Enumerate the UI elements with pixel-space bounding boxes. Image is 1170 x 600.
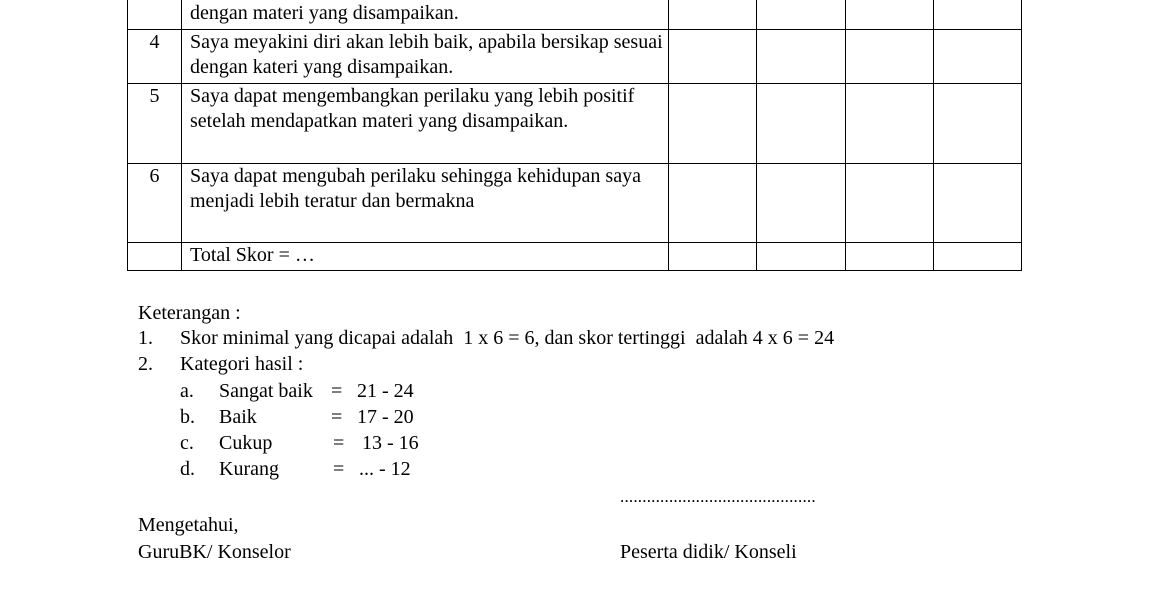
signature-date-line: ............................................ [620,487,816,506]
table-row [128,164,1022,243]
category-letter: d. [180,458,195,480]
keterangan-item-1-number: 1. [138,327,153,349]
category-label: Sangat baik [219,380,313,402]
table-row [128,0,1022,30]
score-cell[interactable] [757,30,846,84]
keterangan-item-2-text: Kategori hasil : [180,353,304,375]
statement-text: Saya dapat mengubah perilaku sehingga kehidupan saya menjadi lebih teratur dan bermakna [182,164,669,243]
score-cell[interactable] [757,0,846,30]
category-equals: = [331,380,343,402]
category-equals: = [333,432,345,454]
score-cell[interactable] [934,164,1022,243]
statement-text: dengan materi yang disampaikan. [182,0,669,30]
score-cell[interactable] [757,164,846,243]
questionnaire-table [127,0,1022,271]
mengetahui-label: Mengetahui, [138,514,239,536]
score-cell[interactable] [846,243,934,271]
category-equals: = [333,458,345,480]
score-cell[interactable] [757,243,846,271]
table-row [128,30,1022,84]
row-number: 6 [128,164,182,243]
category-letter: c. [180,432,194,454]
score-cell[interactable] [846,0,934,30]
row-number: 4 [128,30,182,84]
score-cell[interactable] [846,164,934,243]
score-cell[interactable] [934,0,1022,30]
score-cell[interactable] [934,84,1022,164]
category-equals: = [331,406,343,428]
row-number: 5 [128,84,182,164]
total-score-label: Total Skor = … [182,243,669,271]
peserta-didik-label: Peserta didik/ Konseli [620,541,797,563]
keterangan-heading: Keterangan : [138,302,241,324]
row-number [128,243,182,271]
keterangan-item-2-number: 2. [138,353,153,375]
score-cell[interactable] [934,243,1022,271]
score-cell[interactable] [757,84,846,164]
category-range: 21 - 24 [357,380,414,402]
score-cell[interactable] [846,84,934,164]
score-cell[interactable] [669,243,757,271]
category-letter: b. [180,406,195,428]
guru-bk-label: GuruBK/ Konselor [138,541,291,563]
statement-text: Saya meyakini diri akan lebih baik, apabila bersikap sesuai dengan kateri yang disampaikan. [182,30,669,84]
category-label: Baik [219,406,257,428]
score-cell[interactable] [669,30,757,84]
row-number [128,0,182,30]
score-cell[interactable] [934,30,1022,84]
statement-text: Saya dapat mengembangkan perilaku yang lebih positif setelah mendapatkan materi yang disampaikan. [182,84,669,164]
score-cell[interactable] [669,164,757,243]
category-range: 17 - 20 [357,406,414,428]
category-label: Kurang [219,458,279,480]
category-label: Cukup [219,432,273,454]
table-row [128,243,1022,271]
category-letter: a. [180,380,194,402]
category-range: ... - 12 [359,458,411,480]
score-cell[interactable] [846,30,934,84]
category-range: 13 - 16 [362,432,419,454]
score-cell[interactable] [669,0,757,30]
table-row [128,84,1022,164]
score-cell[interactable] [669,84,757,164]
keterangan-item-1-text: Skor minimal yang dicapai adalah 1 x 6 = 6, dan skor tertinggi adalah 4 x 6 = 24 [180,327,835,349]
